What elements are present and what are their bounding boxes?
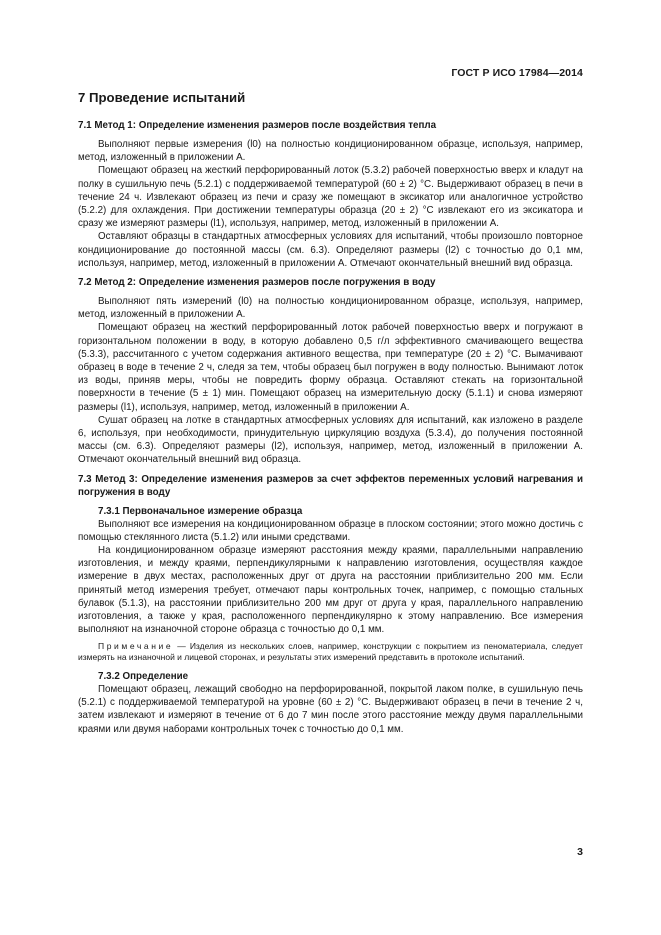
paragraph: Выполняют все измерения на кондиционированном образце в плоском состоянии; этого можно достичь с помощью стеклянного листа (5.1.2) или иными средствами. [78, 518, 583, 543]
section-7-1 [78, 119, 583, 270]
subsection-title-7-3-1: 7.3.1 Первоначальное измерение образца [98, 505, 303, 517]
paragraph: Оставляют образцы в стандартных атмосферных условиях для испытаний, чтобы произошло повторное кондиционирование до постоянной массы (см. 6.3). Определяют размеры (l2) с точностью до 0,1 мм, используя, например, метод, изложенный в приложении А. Отмечают окончательный внешний вид образца. [78, 231, 583, 269]
subsection-title-7-2: 7.2 Метод 2: Определение изменения размеров после погружения в воду [78, 277, 436, 289]
subsection-title-7-1: 7.1 Метод 1: Определение изменения размеров после воздействия тепла [78, 120, 437, 131]
section-title: 7 Проведение испытаний [78, 90, 246, 105]
subsection-title-7-3: 7.3 Метод 3: Определение изменения размеров за счет эффектов переменных условий нагревания и погружения в воду [78, 473, 583, 498]
section-7-2 [78, 276, 583, 467]
paragraph: Помещают образец, лежащий свободно на перфорированной, покрытой лаком полке, в сушильную печь (5.2.1) с поддерживаемой температурой на уровне (60 ± 2) °С. Выдерживают образец в печи в течение 2 ч, затем извлекают и измеряют в течение от 6 до 7 мин после этого расстояние между двумя параллельными краями или двумя наборами контрольных точек с точностью до 0,1 мм. [78, 683, 583, 735]
note [78, 641, 583, 663]
standard-header: ГОСТ Р ИСО 17984—2014 [451, 67, 583, 79]
paragraph: Выполняют первые измерения (l0) на полностью кондиционированном образце, используя, например, метод, изложенный в приложении А. [78, 139, 583, 164]
page-number: 3 [577, 846, 583, 858]
section-7-3 [78, 473, 583, 736]
note-text: — Изделия из нескольких слоев, например, конструкции с покрытием из пеноматериала, следует измерять на изнаночной и лицевой сторонах, и результаты этих измерений представить в протоколе испытаний. [78, 640, 583, 662]
paragraph: Помещают образец на жесткий перфорированный лоток (5.3.2) рабочей поверхностью вверх и кладут на полку в сушильную печь (5.2.1) с поддерживаемой температурой (60 ± 2) °С. Выдерживают образец в печи в течение 24 ч. Извлекают образец из печи и сразу же помещают в эксикатор или аналогичное устройство (5.2.2) для охлаждения. При достижении температуры образца (20 ± 2) °С извлекают его из эксикатора и сразу же измеряют размеры (l1), используя, например, метод, изложенный в приложении А. [78, 165, 583, 230]
paragraph: Помещают образец на жесткий перфорированный лоток рабочей поверхностью вверх и погружают в горизонтальном положении в воду, в которую добавлено 0,5 г/л эффективного смачивающего вещества (5.3.3), рассчитанного с учетом содержания активного вещества, при температуре (20 ± 2) °С. Вымачивают образец в воде в течение 2 ч, следя за тем, чтобы образец был погружен в воду полностью. Вынимают лоток из воды, приняв меры, чтобы не повредить форму образца. Оставляют стекать на горизонтальной поверхности в течение (5 ± 1) мин. Помещают образец на измерительную доску (5.1.1) и снова измеряют размеры (l1), используя, например, метод, изложенный в приложении А. [78, 322, 583, 413]
subsection-title-7-3-2: 7.3.2 Определение [98, 670, 189, 682]
paragraph: Выполняют пять измерений (l0) на полностью кондиционированном образце, используя, например, метод, изложенный в приложении А. [78, 296, 583, 321]
paragraph: Сушат образец на лотке в стандартных атмосферных условиях для испытаний, как изложено в разделе 6, используя, при необходимости, принудительную циркуляцию воздуха (5.3.4), до получения постоянной массы (см. 6.3). Определяют размеры (l2), используя, например, метод, изложенный в приложении А. Отмечают окончательный внешний вид образца. [78, 414, 583, 466]
note-label: Примечание [98, 640, 174, 651]
page-content [78, 90, 583, 742]
paragraph: На кондиционированном образце измеряют расстояния между краями, параллельными направлению изготовления, и между краями, перпендикулярными к направлению изготовления, осуществляя каждое измерение в двух местах, расположенных друг от друга на расстоянии приблизительно 200 мм. Если принятый метод измерения требует, отмечают пары контрольных точек, например, с помощью стальных булавок (5.1.3), на расстоянии приблизительно 200 мм друг от друга у края, параллельного направлению изготовления, а также у края, расположенного перпендикулярно к этому направлению. Все измерения выполняют на изнаночной стороне образца с точностью до 0,1 мм. [78, 545, 583, 636]
